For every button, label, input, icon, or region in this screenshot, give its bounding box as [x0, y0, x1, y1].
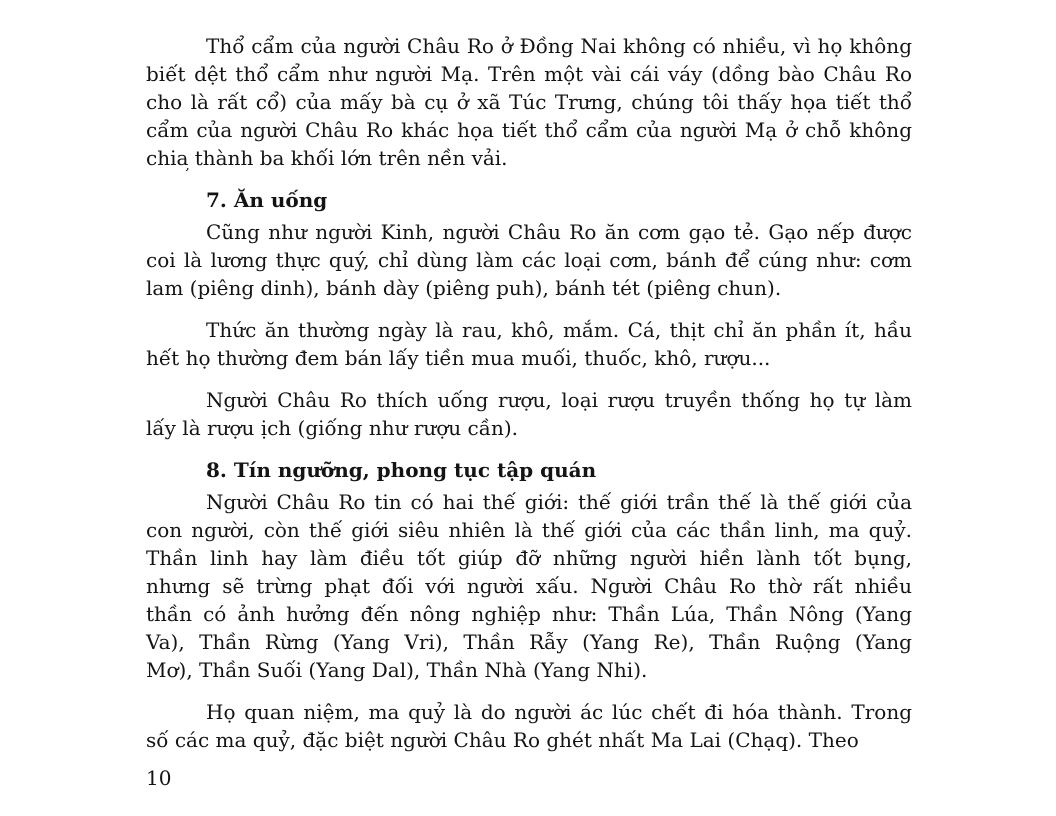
text-line: Thổ cẩm của người Châu Ro ở Đồng Nai không có nhiều, vì họ không	[206, 34, 912, 58]
paragraph	[146, 32, 912, 172]
text-line: Thức ăn thường ngày là rau, khô, mắm. Cá, thịt chỉ ăn phần ít, hầu	[206, 318, 912, 342]
text-line: Họ quan niệm, ma quỷ là do người ác lúc chết đi hóa thành. Trong	[206, 700, 912, 724]
paragraph	[146, 698, 912, 754]
paragraph	[146, 488, 912, 684]
text-line: lam (piêng dinh), bánh dày (piêng puh), bánh tét (piêng chun).	[146, 276, 782, 300]
text-line: Cũng như người Kinh, người Châu Ro ăn cơm gạo tẻ. Gạo nếp được	[206, 220, 912, 244]
text-line: hết họ thường đem bán lấy tiền mua muối, thuốc, khô, rượu...	[146, 346, 771, 370]
paragraph	[146, 386, 912, 442]
text-line: coi là lương thực quý, chỉ dùng làm các loại cơm, bánh để cúng như: cơm	[146, 248, 912, 272]
section-heading: 7. Ăn uống	[206, 188, 328, 212]
text-line: nhưng sẽ trừng phạt đối với người xấu. Người Châu Ro thờ rất nhiều	[146, 574, 912, 598]
text-line: Thần linh hay làm điều tốt giúp đỡ những người hiền lành tốt bụng,	[146, 546, 912, 570]
text-line: Va), Thần Rừng (Yang Vri), Thần Rẫy (Yang Re), Thần Ruộng (Yang	[146, 630, 912, 654]
text-line: cẩm của người Châu Ro khác họa tiết thổ cẩm của người Mạ ở chỗ không	[146, 118, 912, 142]
section-heading: 8. Tín ngưỡng, phong tục tập quán	[206, 458, 597, 482]
text-line: Mơ), Thần Suối (Yang Dal), Thần Nhà (Yang Nhi).	[146, 658, 648, 682]
paragraph	[146, 316, 912, 372]
page-number: 10	[146, 766, 172, 790]
text-line: cho là rất cổ) của mấy bà cụ ở xã Túc Trưng, chúng tôi thấy họa tiết thổ	[146, 90, 912, 114]
text-line: biết dệt thổ cẩm như người Mạ. Trên một vài cái váy (dồng bào Châu Ro	[146, 62, 912, 86]
text-line: lấy là rượu ịch (giống như rượu cần).	[146, 416, 519, 440]
paragraph	[146, 218, 912, 302]
text-line: thần có ảnh hưởng đến nông nghiệp như: Thần Lúa, Thần Nông (Yang	[146, 602, 912, 626]
scan-artifact-mark: ’	[182, 165, 191, 183]
text-block	[146, 32, 912, 768]
text-line: Người Châu Ro thích uống rượu, loại rượu truyền thống họ tự làm	[206, 388, 912, 412]
text-line: con người, còn thế giới siêu nhiên là thế giới của các thần linh, ma quỷ.	[146, 518, 912, 542]
text-line: chia thành ba khối lớn trên nền vải.	[146, 146, 508, 170]
text-line: Người Châu Ro tin có hai thế giới: thế giới trần thế là thế giới của	[206, 490, 912, 514]
text-line: số các ma quỷ, đặc biệt người Châu Ro ghét nhất Ma Lai (Chạq). Theo	[146, 728, 859, 752]
